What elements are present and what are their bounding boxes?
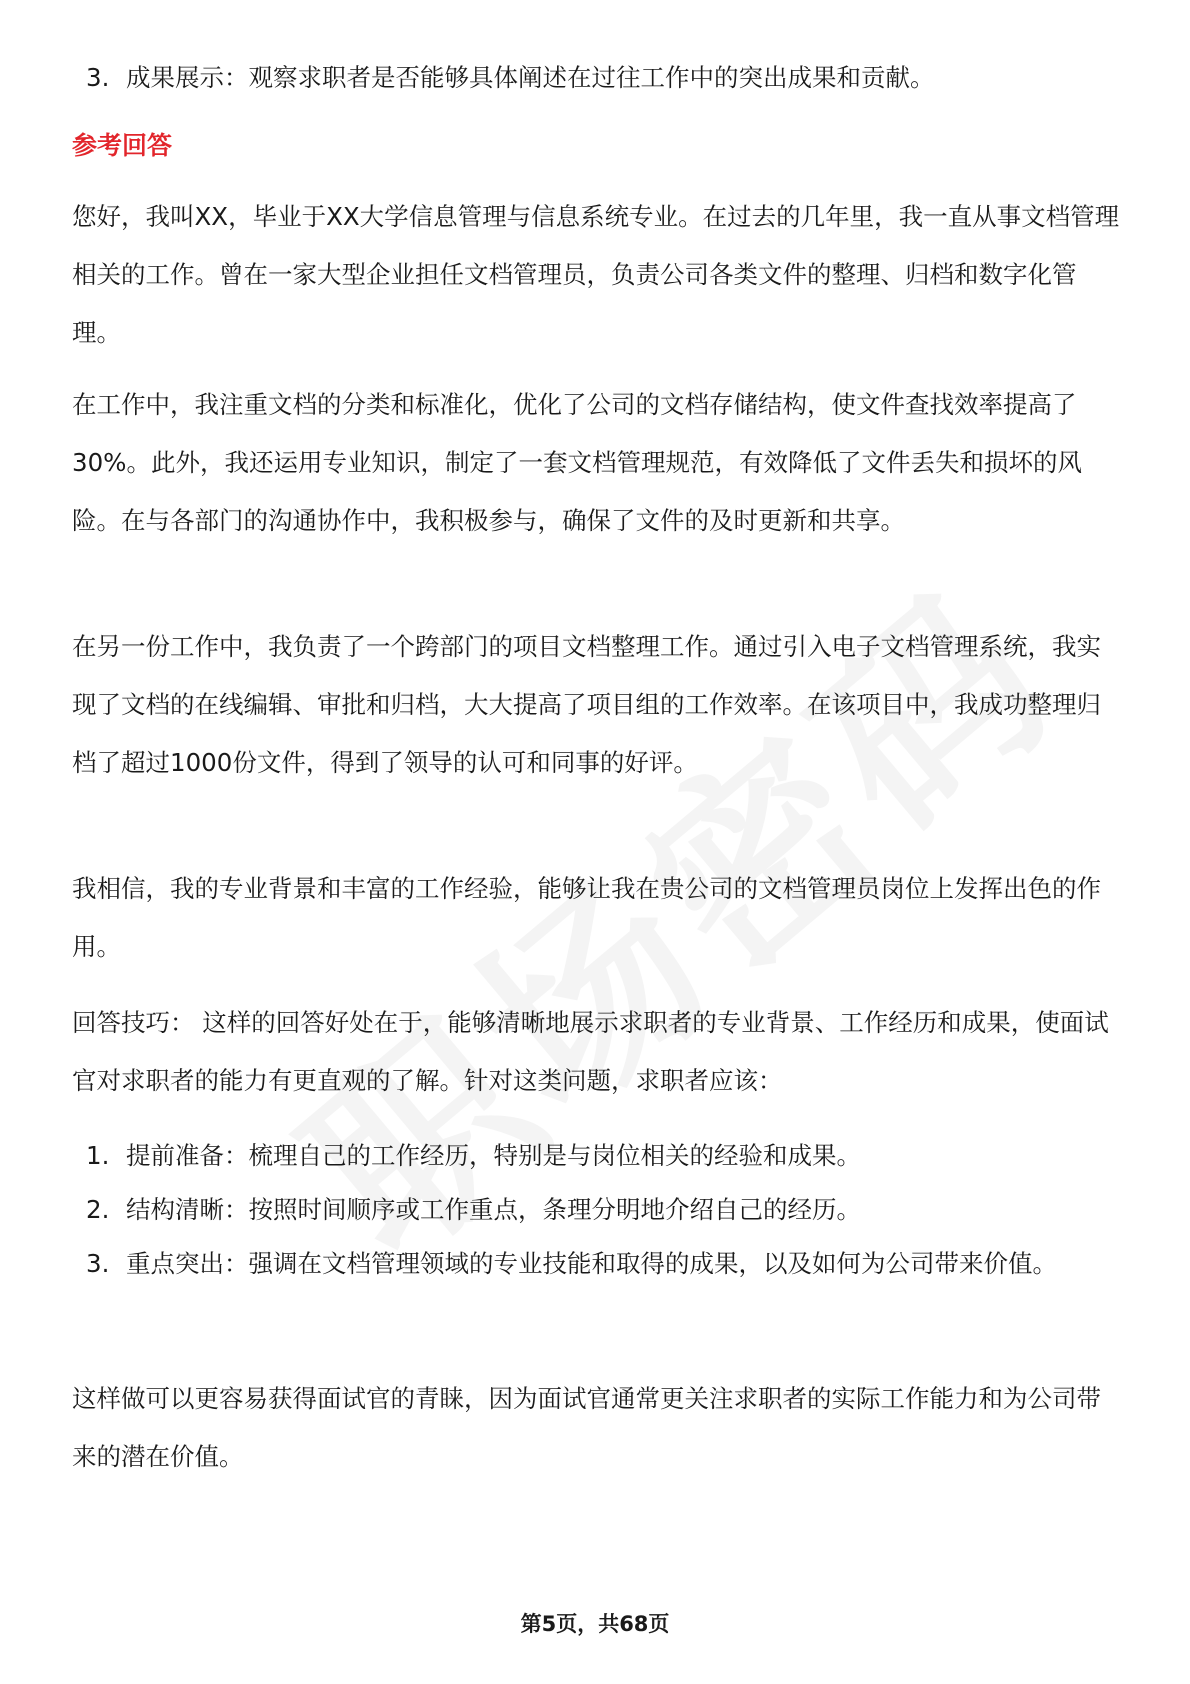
list-number: 2. [86, 1195, 110, 1224]
list-text: 结构清晰：按照时间顺序或工作重点，条理分明地介绍自己的经历。 [126, 1195, 861, 1224]
list-number: 3. [86, 63, 110, 92]
list-number: 1. [86, 1141, 110, 1170]
answer-paragraph-4: 我相信，我的专业背景和丰富的工作经验，能够让我在贵公司的文档管理员岗位上发挥出色的作用。 [72, 874, 1101, 961]
answer-paragraph-2: 在工作中，我注重文档的分类和标准化，优化了公司的文档存储结构，使文件查找效率提高了30%。此外，我还运用专业知识，制定了一套文档管理规范，有效降低了文件丢失和损坏的风险。在与各部门的沟通协作中，我积极参与，确保了文件的及时更新和共享。 [72, 390, 1082, 535]
answer-paragraph-1: 您好，我叫XX，毕业于XX大学信息管理与信息系统专业。在过去的几年里，我一直从事文档管理相关的工作。曾在一家大型企业担任文档管理员，负责公司各类文件的整理、归档和数字化管理。 [72, 202, 1120, 347]
tips-intro: 回答技巧： 这样的回答好处在于，能够清晰地展示求职者的专业背景、工作经历和成果，使面试官对求职者的能力有更直观的了解。针对这类问题，求职者应该： [72, 1008, 1109, 1095]
list-number: 3. [86, 1249, 110, 1278]
list-text: 成果展示：观察求职者是否能够具体阐述在过往工作中的突出成果和贡献。 [126, 63, 935, 92]
answer-paragraph-3: 在另一份工作中，我负责了一个跨部门的项目文档整理工作。通过引入电子文档管理系统，我实现了文档的在线编辑、审批和归档，大大提高了项目组的工作效率。在该项目中，我成功整理归档了超过1000份文件，得到了领导的认可和同事的好评。 [72, 632, 1101, 777]
reference-answer-heading: 参考回答 [72, 131, 173, 160]
closing-paragraph: 这样做可以更容易获得面试官的青睐，因为面试官通常更关注求职者的实际工作能力和为公司带来的潜在价值。 [72, 1384, 1101, 1471]
page-number-footer: 第5页，共68页 [520, 1612, 670, 1636]
list-text: 重点突出：强调在文档管理领域的专业技能和取得的成果，以及如何为公司带来价值。 [126, 1249, 1057, 1278]
list-text: 提前准备：梳理自己的工作经历，特别是与岗位相关的经验和成果。 [126, 1141, 861, 1170]
